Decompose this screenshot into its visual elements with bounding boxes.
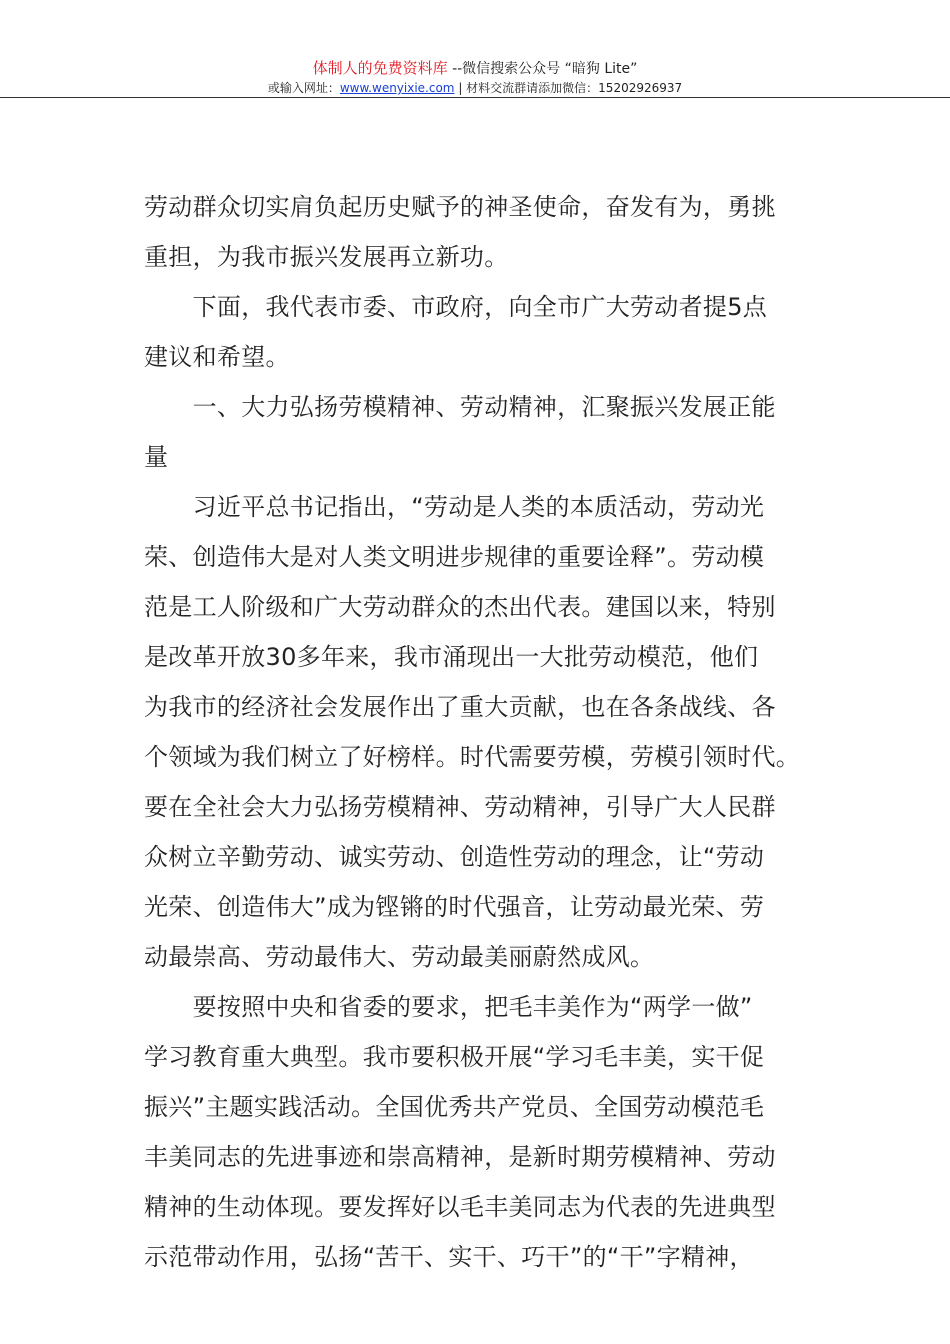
text-line: 是改革开放30多年来，我市涌现出一大批劳动模范，他们 xyxy=(144,643,759,671)
text-line: 建议和希望。 xyxy=(144,343,290,371)
document-body xyxy=(144,182,824,1282)
text-line: 示范带动作用，弘扬“苦干、实干、巧干”的“干”字精神， xyxy=(144,1243,754,1271)
text-line: 动最崇高、劳动最伟大、劳动最美丽蔚然成风。 xyxy=(144,943,655,971)
url-prefix: 或输入网址： xyxy=(267,81,340,95)
text-line: 振兴”主题实践活动。全国优秀共产党员、全国劳动模范毛 xyxy=(144,1093,765,1121)
text-line: 学习教育重大典型。我市要积极开展“学习毛丰美，实干促 xyxy=(144,1043,765,1071)
text-line: 丰美同志的先进事迹和崇高精神，是新时期劳模精神、劳动 xyxy=(144,1143,776,1171)
text-line: 下面，我代表市委、市政府，向全市广大劳动者提5点 xyxy=(144,293,768,321)
website-link[interactable]: www.wenyixie.com xyxy=(339,81,455,95)
text-line: 劳动群众切实肩负起历史赋予的神圣使命，奋发有为，勇挑 xyxy=(144,193,776,221)
text-line: 精神的生动体现。要发挥好以毛丰美同志为代表的先进典型 xyxy=(144,1193,776,1221)
contact-text: | 材料交流群请添加微信：15202926937 xyxy=(454,81,683,95)
text-line: 重担，为我市振兴发展再立新功。 xyxy=(144,243,509,271)
site-name: 体制人的免费资料库 xyxy=(312,59,448,77)
wechat-text: --微信搜索公众号 “暗狗 Lite” xyxy=(447,61,638,77)
text-line: 要在全社会大力弘扬劳模精神、劳动精神，引导广大人民群 xyxy=(144,793,776,821)
page-header xyxy=(0,58,950,97)
text-line: 荣、创造伟大是对人类文明进步规律的重要诠释”。劳动模 xyxy=(144,543,765,571)
text-line: 要按照中央和省委的要求，把毛丰美作为“两学一做” xyxy=(144,993,753,1021)
text-line: 习近平总书记指出，“劳动是人类的本质活动，劳动光 xyxy=(144,493,765,521)
text-line: 为我市的经济社会发展作出了重大贡献，也在各条战线、各 xyxy=(144,693,776,721)
text-line: 一、大力弘扬劳模精神、劳动精神，汇聚振兴发展正能 xyxy=(144,393,776,421)
text-line: 量 xyxy=(144,443,169,471)
text-line: 光荣、创造伟大”成为铿锵的时代强音，让劳动最光荣、劳 xyxy=(144,893,765,921)
text-line: 范是工人阶级和广大劳动群众的杰出代表。建国以来，特别 xyxy=(144,593,776,621)
text-line: 众树立辛勤劳动、诚实劳动、创造性劳动的理念，让“劳动 xyxy=(144,843,765,871)
header-divider xyxy=(0,97,950,98)
text-line: 个领域为我们树立了好榜样。时代需要劳模，劳模引领时代。 xyxy=(144,743,801,771)
